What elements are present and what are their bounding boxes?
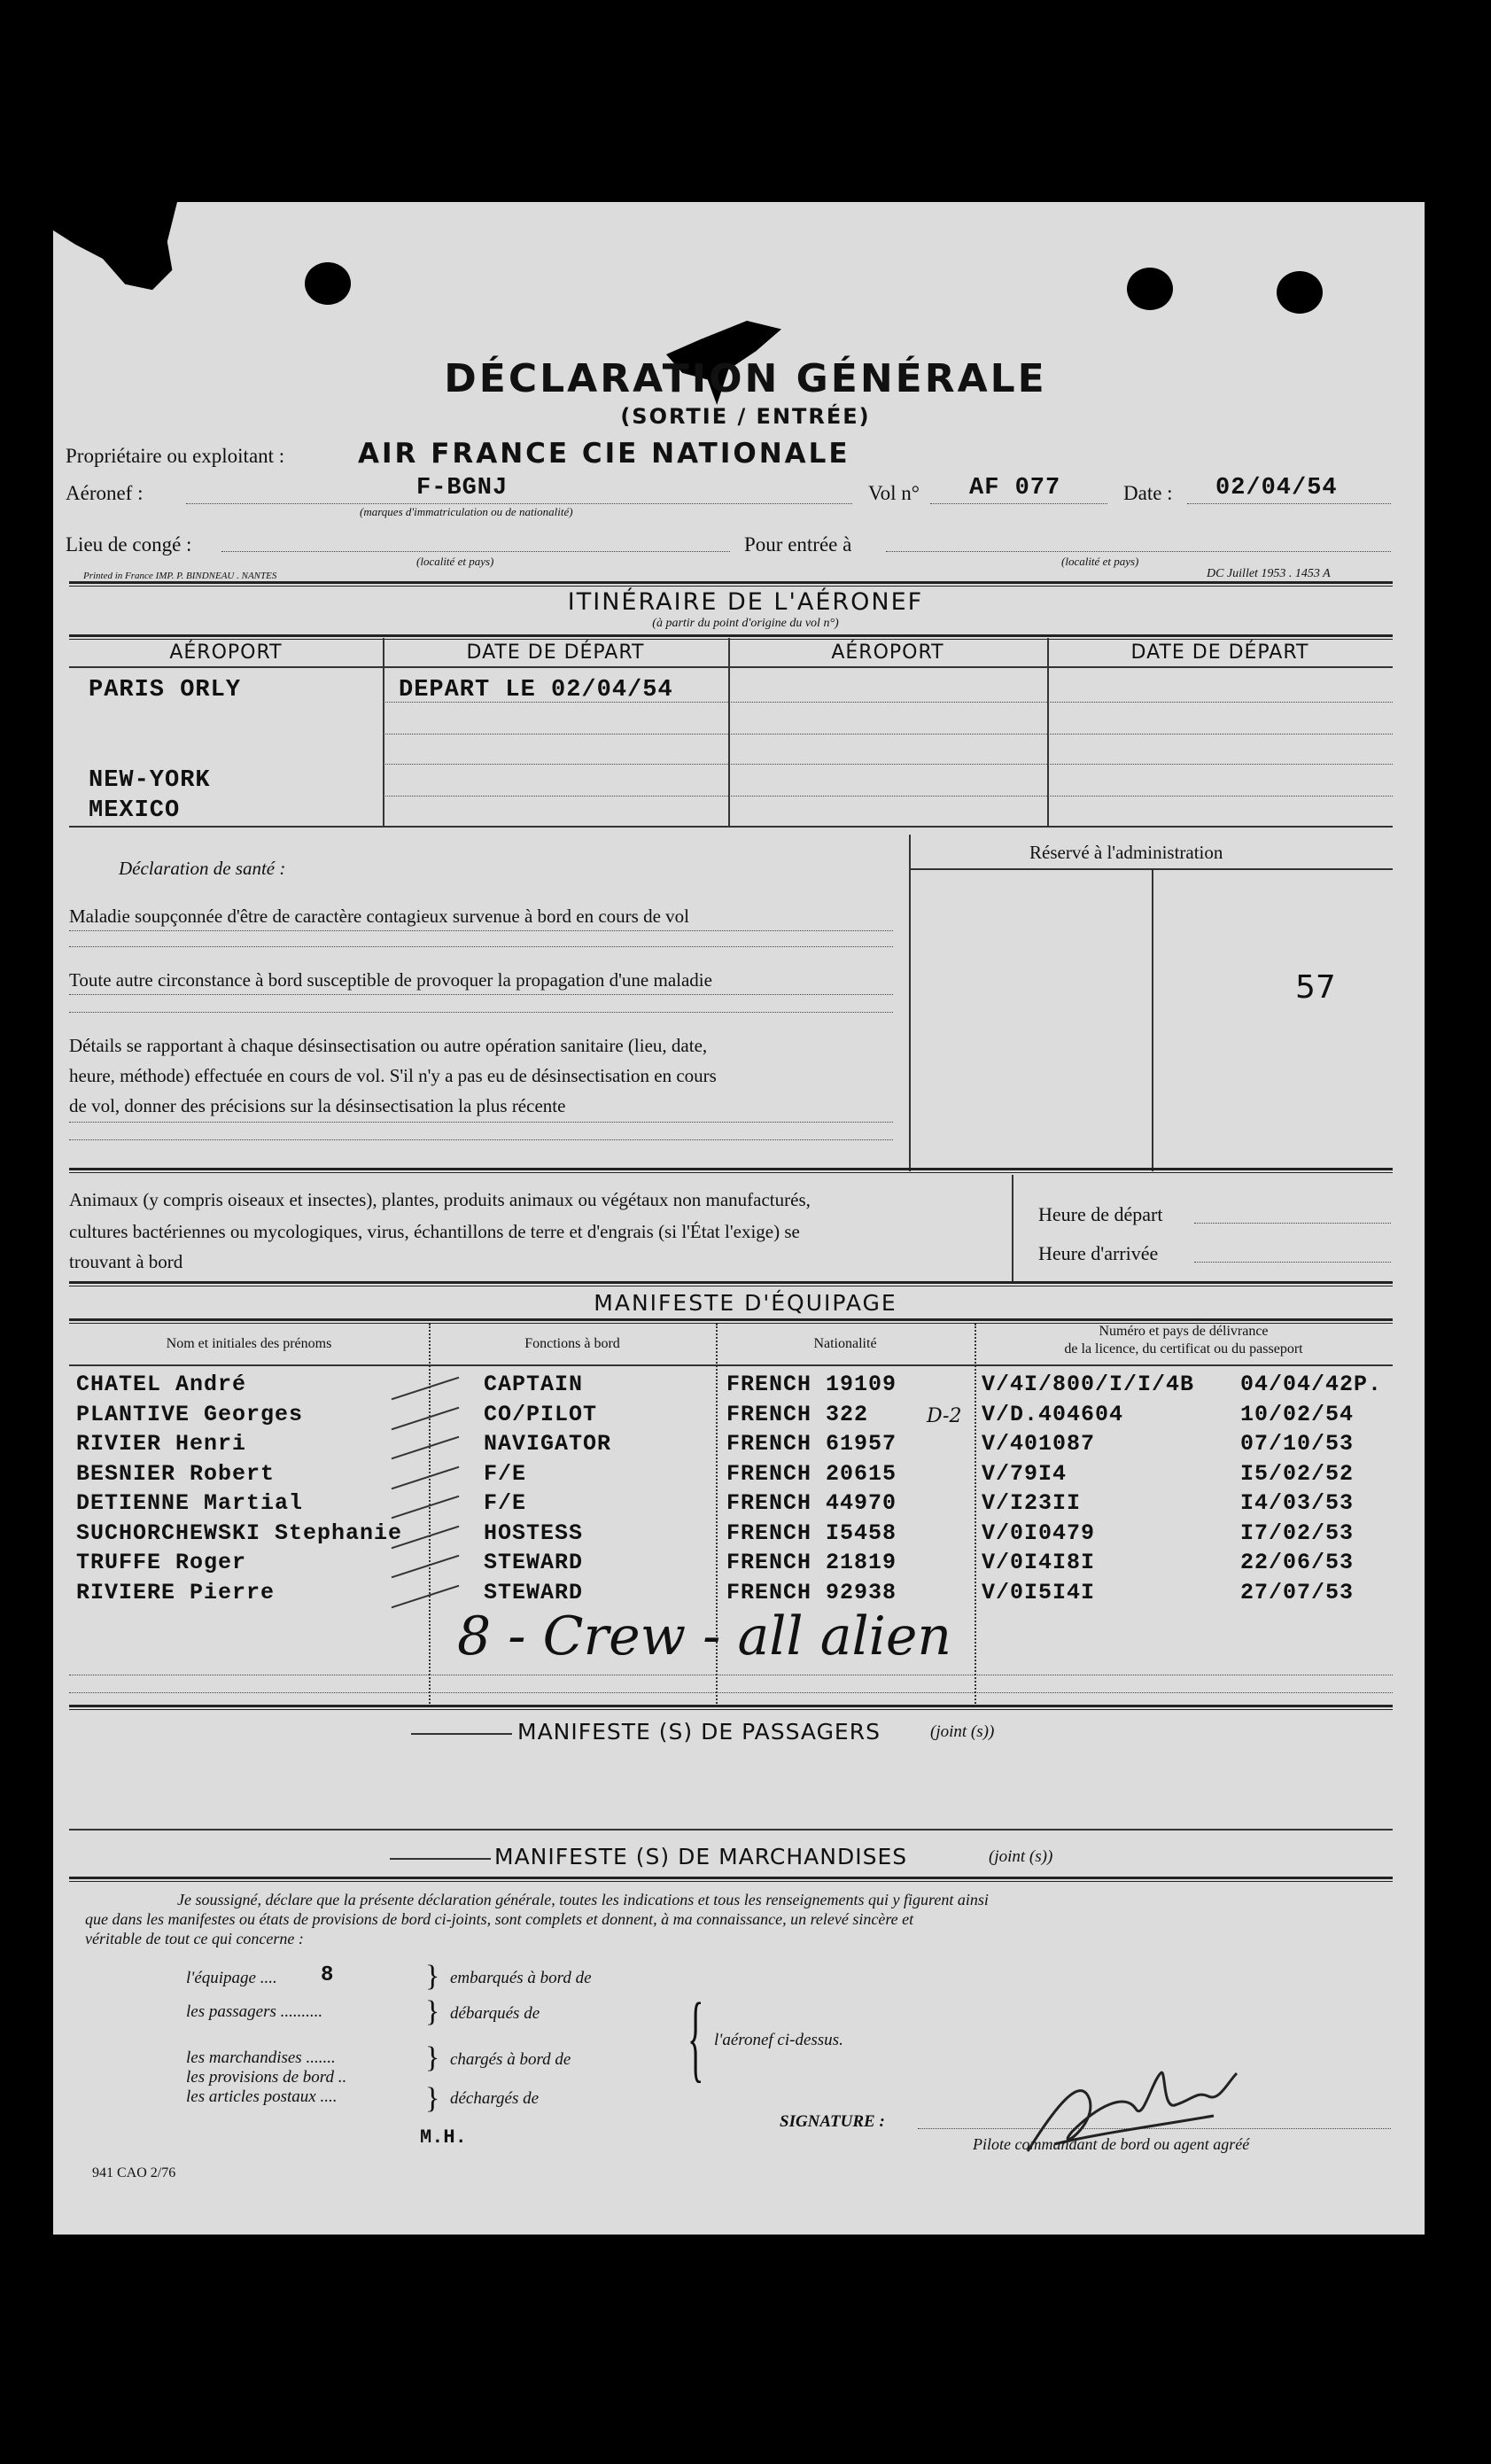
itinerary-header-airport-2: AÉROPORT	[831, 641, 944, 664]
punch-hole-left	[305, 262, 351, 305]
crew-handwritten-mark: D-2	[927, 1405, 962, 1427]
declaration-embarked: embarqués à bord de	[450, 1969, 592, 1987]
declaration-passengers-label: les passagers ..........	[186, 2002, 323, 2021]
departure-time-label: Heure de départ	[1038, 1203, 1163, 1225]
itinerary-airport-paris: PARIS ORLY	[89, 677, 242, 703]
crew-header-name: Nom et initiales des prénoms	[166, 1336, 332, 1351]
crew-handwritten-note: 8 - Crew - all alien	[457, 1605, 951, 1667]
itinerary-title: ITINÉRAIRE DE L'AÉRONEF	[567, 588, 924, 616]
crew-nationality: FRENCH 92938	[726, 1579, 897, 1605]
signature-label: SIGNATURE :	[780, 2112, 885, 2131]
admin-number: 57	[1295, 969, 1336, 1006]
crew-function: NAVIGATOR	[484, 1431, 612, 1457]
crew-license-date: 07/10/53	[1240, 1431, 1355, 1457]
crew-license-date: 04/04/42P.	[1240, 1372, 1383, 1397]
form-reference: DC Juillet 1953 . 1453 A	[1207, 567, 1331, 580]
animals-line-1: Animaux (y compris oiseaux et insectes), plantes, produits animaux ou végétaux non manufacturés,	[69, 1189, 811, 1210]
document-subtitle: (SORTIE / ENTRÉE)	[620, 404, 871, 429]
crew-license-date: I5/02/52	[1240, 1460, 1355, 1487]
crew-license: V/0I5I4I	[982, 1579, 1096, 1605]
crew-license: V/I23II	[982, 1490, 1082, 1516]
crew-license-date: 22/06/53	[1240, 1550, 1355, 1575]
document-title: DÉCLARATION GÉNÉRALE	[444, 356, 1047, 401]
declaration-line-2: que dans les manifestes ou états de provisions de bord ci-joints, sont complets et donnent, à ma connaissance, un relevé sincère et	[85, 1910, 914, 1928]
crew-license-date: 10/02/54	[1240, 1401, 1355, 1427]
declaration-line-1: Je soussigné, déclare que la présente déclaration générale, toutes les indications et tous les renseignements qui y figurent ainsi	[177, 1891, 989, 1908]
goods-manifest-joint: (joint (s))	[989, 1847, 1053, 1866]
crew-name: CHATEL André	[76, 1372, 247, 1397]
crew-license-date: I7/02/53	[1240, 1520, 1355, 1546]
date-value: 02/04/54	[1215, 475, 1338, 501]
crew-function: F/E	[484, 1460, 527, 1487]
flight-label: Vol n°	[868, 482, 920, 504]
admin-title: Réservé à l'administration	[1029, 842, 1223, 863]
crew-nationality: FRENCH 322	[726, 1401, 869, 1427]
crew-header-function: Fonctions à bord	[524, 1336, 620, 1351]
crew-function: CAPTAIN	[484, 1372, 584, 1397]
crew-license-date: 27/07/53	[1240, 1579, 1355, 1605]
printer-note: Printed in France IMP. P. BINDNEAU . NANTES	[83, 571, 277, 581]
crew-license: V/0I4I8I	[982, 1550, 1096, 1575]
departure-place-label: Lieu de congé :	[66, 533, 192, 556]
crew-name: BESNIER Robert	[76, 1460, 276, 1487]
itinerary-header-airport-1: AÉROPORT	[169, 641, 283, 664]
crew-name: RIVIER Henri	[76, 1431, 247, 1457]
crew-function: CO/PILOT	[484, 1401, 598, 1427]
declaration-initials: M.H.	[420, 2126, 467, 2149]
crew-nationality: FRENCH 21819	[726, 1550, 897, 1575]
declaration-unloaded: déchargés de	[450, 2089, 540, 2108]
crew-name: PLANTIVE Georges	[76, 1401, 304, 1427]
animals-line-2: cultures bactériennes ou mycologiques, virus, échantillons de terre et d'engrais (si l'État l'exige) se	[69, 1221, 800, 1242]
goods-manifest-title: MANIFESTE (S) DE MARCHANDISES	[494, 1844, 908, 1869]
aircraft-value: F-BGNJ	[416, 475, 509, 501]
declaration-crew-count: 8	[321, 1963, 334, 1987]
crew-name: DETIENNE Martial	[76, 1490, 304, 1516]
punch-hole-middle	[1127, 268, 1173, 310]
crew-license: V/D.404604	[982, 1401, 1124, 1427]
itinerary-header-date-2: DATE DE DÉPART	[1130, 641, 1309, 664]
health-line-1: Maladie soupçonnée d'être de caractère contagieux survenue à bord en cours de vol	[69, 906, 689, 927]
crew-function: STEWARD	[484, 1550, 584, 1575]
crew-header-license-1: Numéro et pays de délivrance	[1099, 1324, 1269, 1339]
declaration-disembarked: débarqués de	[450, 2004, 540, 2023]
health-line-3a: Détails se rapportant à chaque désinsectisation ou autre opération sanitaire (lieu, date,	[69, 1035, 708, 1056]
health-line-2: Toute autre circonstance à bord susceptible de provoquer la propagation d'une maladie	[69, 969, 712, 991]
crew-nationality: FRENCH 61957	[726, 1431, 897, 1457]
crew-function: F/E	[484, 1490, 527, 1516]
crew-license: V/79I4	[982, 1460, 1068, 1487]
entry-label: Pour entrée à	[744, 533, 852, 556]
captain-signature	[1019, 2047, 1285, 2171]
animals-line-3: trouvant à bord	[69, 1251, 183, 1272]
declaration-loaded: chargés à bord de	[450, 2050, 571, 2069]
passenger-manifest-title: MANIFESTE (S) DE PASSAGERS	[517, 1719, 881, 1745]
itinerary-airport-mexico: MEXICO	[89, 797, 181, 824]
crew-name: RIVIERE Pierre	[76, 1579, 276, 1605]
arrival-time-label: Heure d'arrivée	[1038, 1242, 1159, 1264]
declaration-postal-label: les articles postaux ....	[186, 2087, 338, 2106]
crew-nationality: FRENCH 19109	[726, 1372, 897, 1397]
crew-nationality: FRENCH 44970	[726, 1490, 897, 1516]
health-title: Déclaration de santé :	[119, 858, 286, 879]
crew-license: V/401087	[982, 1431, 1096, 1457]
crew-nationality: FRENCH I5458	[726, 1520, 897, 1546]
declaration-line-3: véritable de tout ce qui concerne :	[85, 1930, 304, 1947]
declaration-goods-label: les marchandises .......	[186, 2048, 336, 2067]
crew-name: SUCHORCHEWSKI Stephanie	[76, 1520, 403, 1546]
entry-note: (localité et pays)	[1061, 555, 1139, 568]
signatory-note: Pilote commandant de bord ou agent agréé	[973, 2135, 1250, 2153]
crew-manifest-title: MANIFESTE D'ÉQUIPAGE	[594, 1290, 897, 1316]
declaration-crew-label: l'équipage ....	[186, 1969, 277, 1987]
crew-name: TRUFFE Roger	[76, 1550, 247, 1575]
itinerary-departure-date: DEPART LE 02/04/54	[399, 677, 673, 703]
aircraft-label: Aéronef :	[66, 482, 144, 504]
crew-nationality: FRENCH 20615	[726, 1460, 897, 1487]
itinerary-airport-new-york: NEW-YORK	[89, 767, 211, 794]
departure-place-note: (localité et pays)	[416, 555, 494, 568]
aircraft-note: (marques d'immatriculation ou de nationalité)	[360, 505, 573, 518]
passenger-manifest-joint: (joint (s))	[930, 1722, 995, 1741]
flight-value: AF 077	[969, 475, 1061, 501]
owner-label: Propriétaire ou exploitant :	[66, 445, 285, 467]
crew-function: HOSTESS	[484, 1520, 584, 1546]
declaration-provisions-label: les provisions de bord ..	[186, 2068, 347, 2087]
punch-hole-right	[1277, 271, 1323, 314]
crew-header-nationality: Nationalité	[813, 1336, 877, 1351]
health-line-3c: de vol, donner des précisions sur la désinsectisation la plus récente	[69, 1095, 566, 1116]
itinerary-subtitle: (à partir du point d'origine du vol n°)	[652, 617, 839, 630]
crew-function: STEWARD	[484, 1579, 584, 1605]
crew-license-date: I4/03/53	[1240, 1490, 1355, 1516]
declaration-aircraft-above: l'aéronef ci-dessus.	[714, 2031, 843, 2049]
itinerary-header-date-1: DATE DE DÉPART	[466, 641, 645, 664]
date-label: Date :	[1123, 482, 1173, 504]
crew-license: V/4I/800/I/I/4B	[982, 1372, 1195, 1397]
owner-value: AIR FRANCE CIE NATIONALE	[358, 438, 850, 470]
health-line-3b: heure, méthode) effectuée en cours de vol. S'il n'y a pas eu de désinsectisation en cours	[69, 1065, 717, 1086]
footer-reference: 941 CAO 2/76	[92, 2165, 176, 2180]
crew-license: V/0I0479	[982, 1520, 1096, 1546]
crew-header-license-2: de la licence, du certificat ou du passeport	[1064, 1341, 1303, 1356]
